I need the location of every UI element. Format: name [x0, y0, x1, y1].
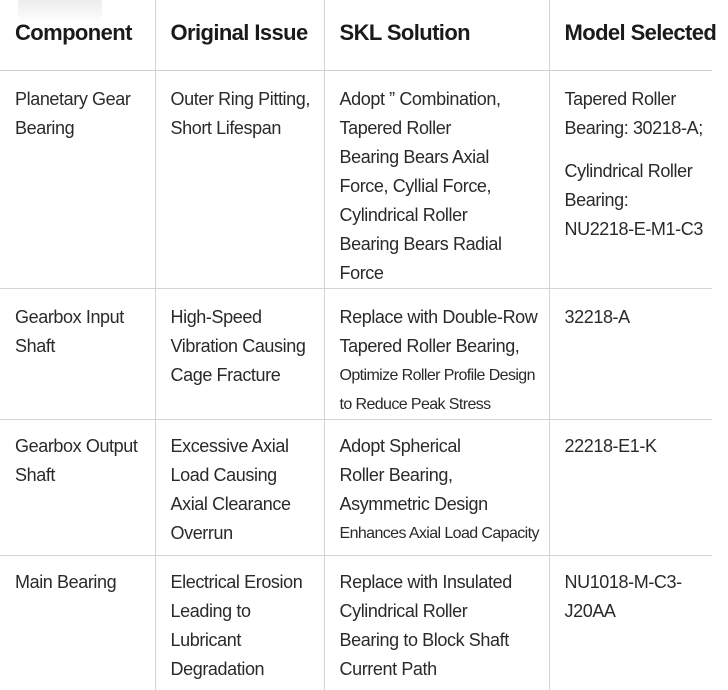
model-cell	[549, 555, 712, 690]
model-text-cylindrical: Cylindrical Roller Bearing: NU2218-E-M1-C3	[564, 160, 703, 239]
header-component: Component	[0, 0, 155, 70]
issue-text: Outer Ring Pitting, Short Lifespan	[170, 88, 310, 138]
component-text: Planetary Gear Bearing	[15, 88, 131, 138]
issue-text: Excessive Axial Load Causing Axial Clearance Overrun	[170, 435, 291, 543]
component-cell	[0, 288, 155, 419]
table-row	[0, 555, 712, 690]
solution-cell	[324, 419, 549, 555]
solution-text-small: Enhances Axial Load Capacity	[339, 524, 539, 542]
solution-text-small: Optimize Roller Profile Design to Reduce Peak Stress	[339, 366, 535, 413]
issue-text: Electrical Erosion Leading to Lubricant Degradation	[170, 571, 303, 679]
component-cell	[0, 419, 155, 555]
issue-cell	[155, 555, 324, 690]
table-row	[0, 419, 712, 555]
model-cell	[549, 419, 712, 555]
issue-text: High-Speed Vibration Causing Cage Fracture	[170, 306, 306, 385]
model-text-tapered: Tapered Roller Bearing: 30218-A;	[564, 88, 703, 138]
issue-cell	[155, 419, 324, 555]
solution-text: Replace with Double-Row Tapered Roller Bearing,	[339, 306, 538, 356]
model-text: 32218-A	[564, 306, 630, 327]
header-model-selected: Model Selected	[549, 0, 712, 70]
solution-cell	[324, 555, 549, 690]
table-row	[0, 288, 712, 419]
table-row	[0, 70, 712, 288]
issue-cell	[155, 288, 324, 419]
header-row	[0, 0, 712, 70]
model-cell	[549, 288, 712, 419]
header-original-issue: Original Issue	[155, 0, 324, 70]
component-cell	[0, 70, 155, 288]
issue-cell	[155, 70, 324, 288]
solution-text: Adopt Spherical Roller Bearing, Asymmetric Design	[339, 435, 488, 514]
model-text: NU1018-M-C3- J20AA	[564, 571, 682, 621]
solution-cell	[324, 288, 549, 419]
solution-text: Adopt ” Combination, Tapered Roller Bearing Bears Axial Force, Cyllial Force, Cylindrical Roller Bearing Bears Radial Force	[339, 88, 502, 283]
model-text: 22218-E1-K	[564, 435, 657, 456]
component-cell	[0, 555, 155, 690]
solution-cell	[324, 70, 549, 288]
model-cell	[549, 70, 712, 288]
component-text: Main Bearing	[15, 571, 117, 592]
header-skl-solution: SKL Solution	[324, 0, 549, 70]
component-text: Gearbox Input Shaft	[15, 306, 124, 356]
solution-text: Replace with Insulated Cylindrical Roller Bearing to Block Shaft Current Path	[339, 571, 512, 679]
component-text: Gearbox Output Shaft	[15, 435, 138, 485]
